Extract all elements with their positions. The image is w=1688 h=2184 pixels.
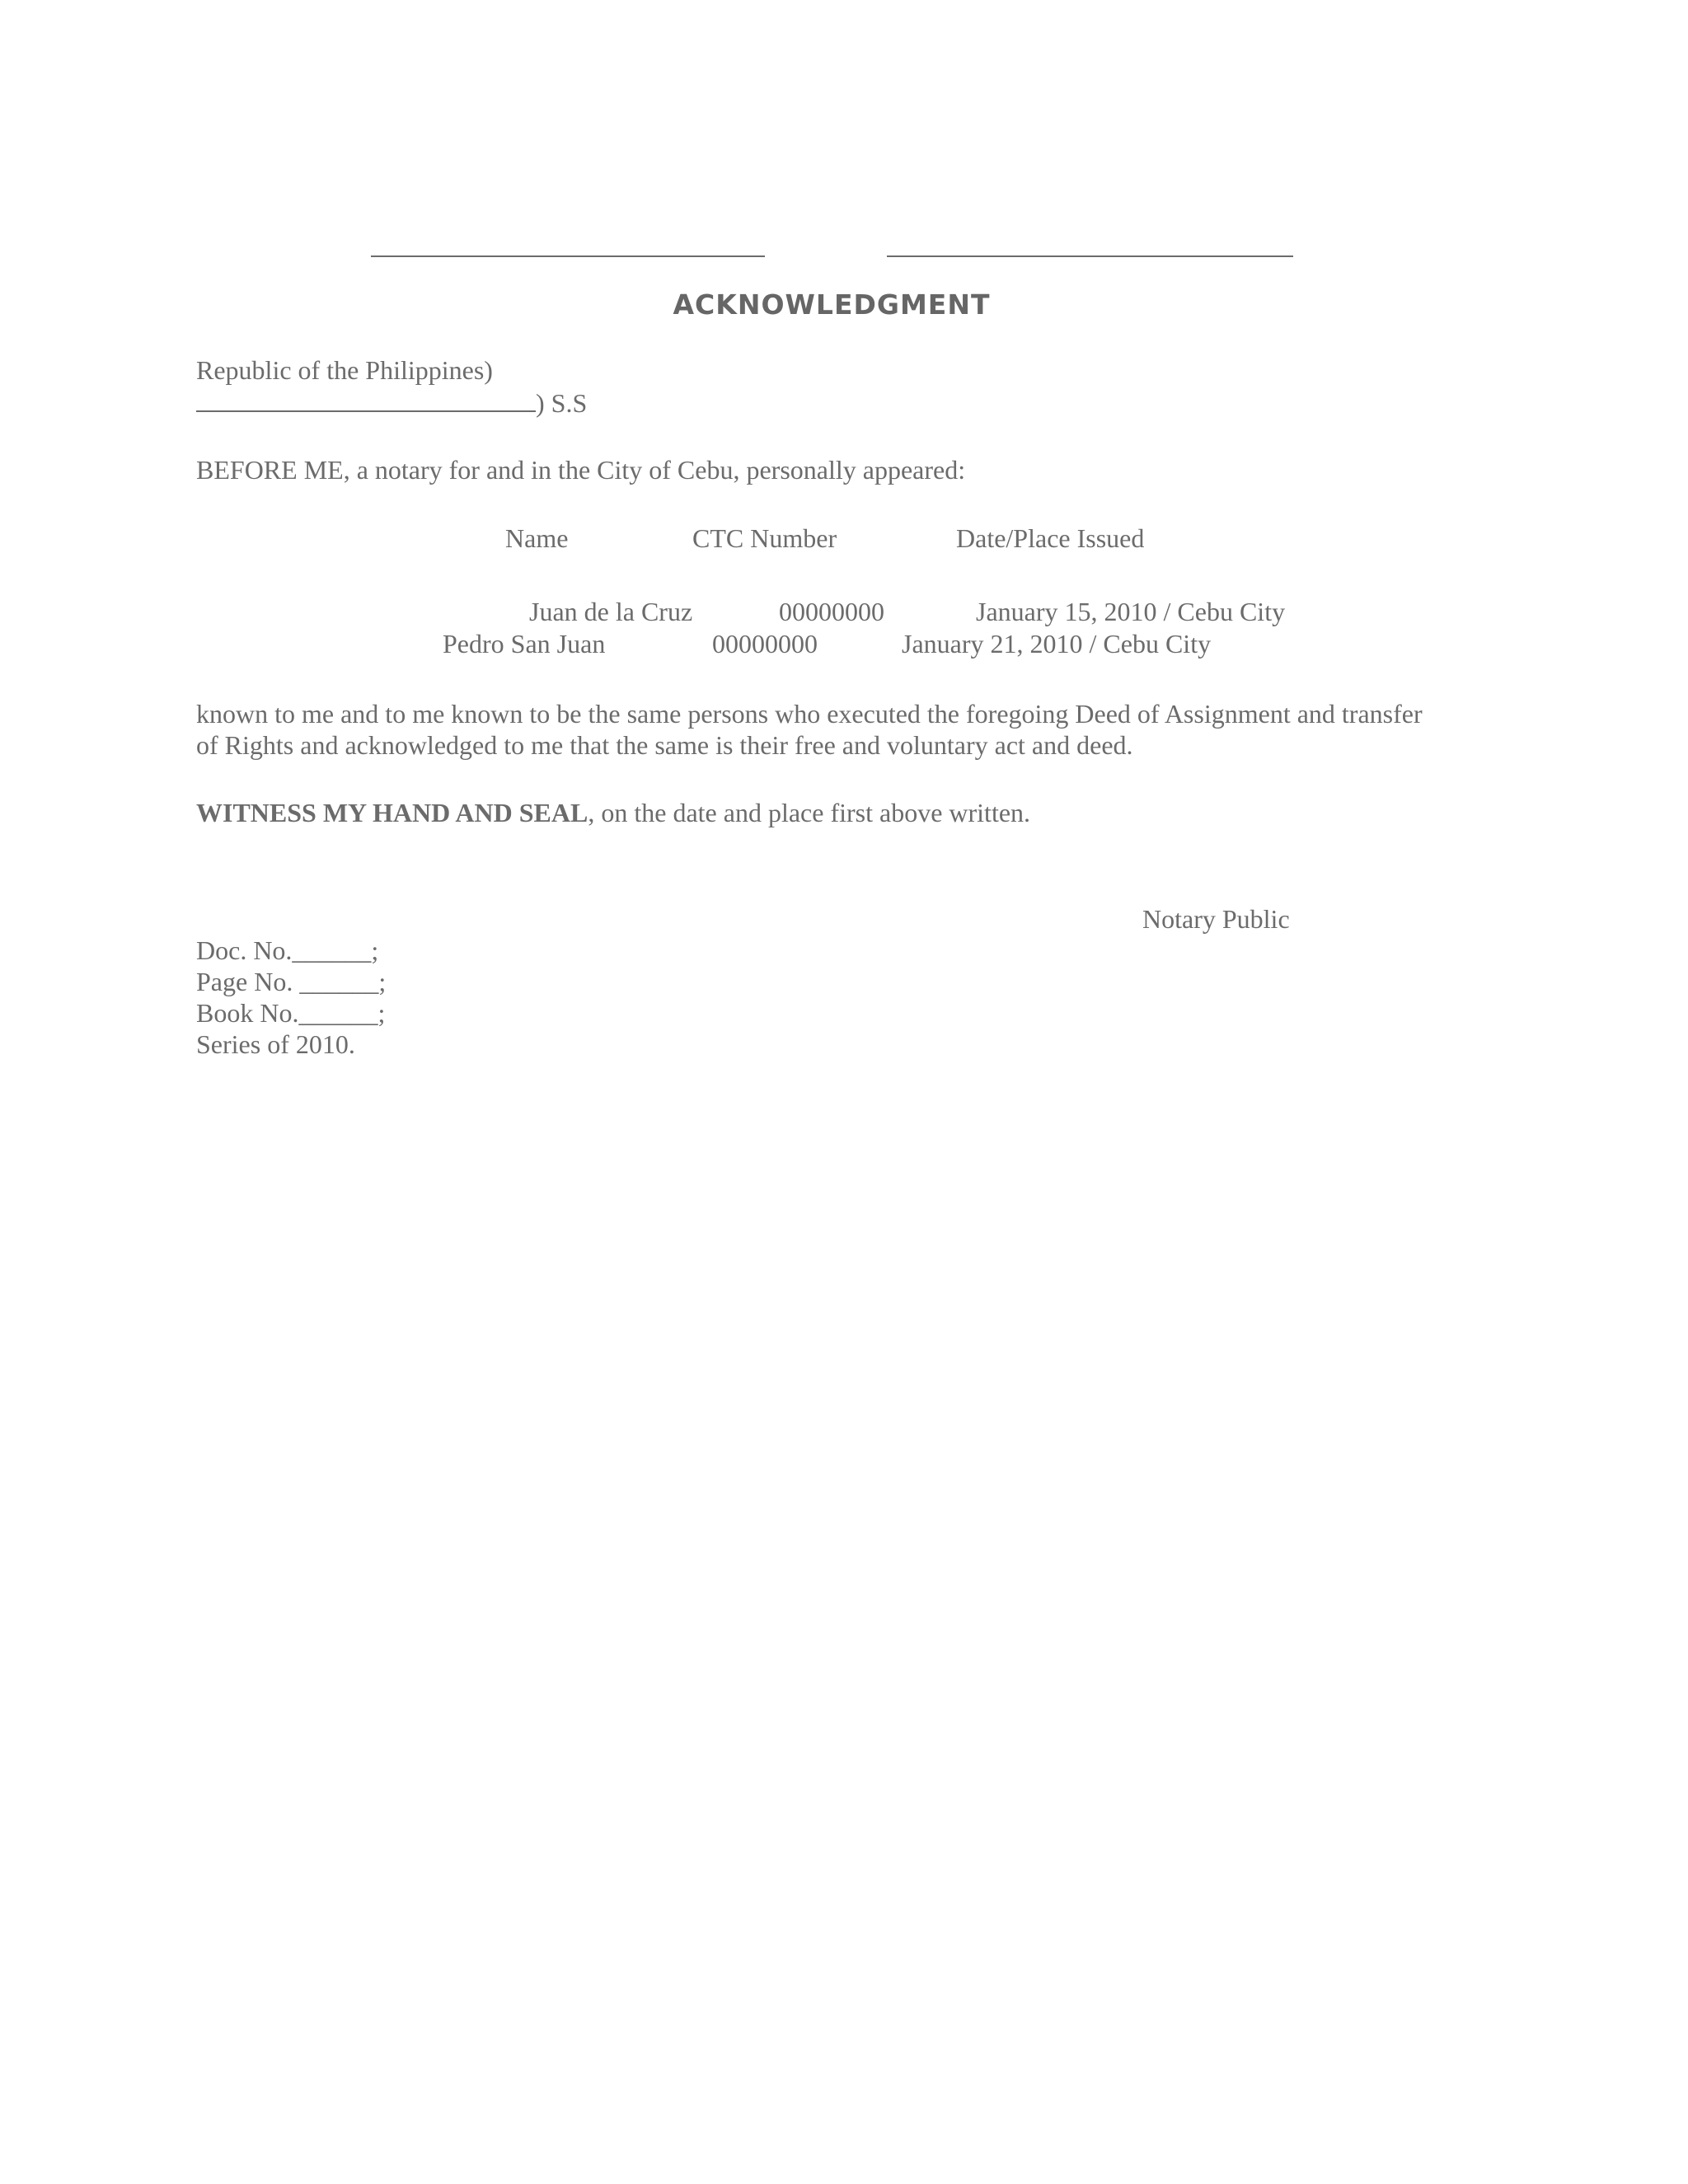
header-date-place: Date/Place Issued [956, 523, 1145, 553]
venue-republic: Republic of the Philippines) [196, 355, 493, 385]
row1-name: Juan de la Cruz [529, 597, 693, 626]
venue-blank [196, 386, 536, 412]
signature-line-right [887, 255, 1293, 257]
witness-rest: , on the date and place first above written. [588, 798, 1031, 827]
row1-ctc: 00000000 [779, 597, 884, 626]
witness-line [196, 797, 1030, 828]
venue-line [196, 386, 587, 419]
book-no: Book No.______; [196, 998, 386, 1028]
header-name: Name [505, 523, 569, 553]
notary-public-label: Notary Public [1142, 904, 1290, 934]
row1-issued: January 15, 2010 / Cebu City [976, 597, 1286, 626]
document-title: ACKNOWLEDGMENT [673, 288, 991, 321]
series: Series of 2010. [196, 1029, 355, 1059]
row2-ctc: 00000000 [712, 629, 818, 658]
body-line-1: known to me and to me known to be the same persons who executed the foregoing Deed of Assignment and transfer [196, 699, 1423, 729]
witness-bold: WITNESS MY HAND AND SEAL [196, 798, 588, 827]
intro-text: BEFORE ME, a notary for and in the City of Cebu, personally appeared: [196, 455, 966, 485]
row2-name: Pedro San Juan [443, 629, 606, 658]
body-line-2: of Rights and acknowledged to me that the same is their free and voluntary act and deed. [196, 730, 1133, 760]
signature-line-left [371, 255, 765, 257]
row2-issued: January 21, 2010 / Cebu City [902, 629, 1212, 658]
venue-ss: ) S.S [536, 388, 588, 418]
header-ctc: CTC Number [692, 523, 837, 553]
doc-no: Doc. No.______; [196, 935, 379, 965]
page-no: Page No. ______; [196, 967, 387, 996]
